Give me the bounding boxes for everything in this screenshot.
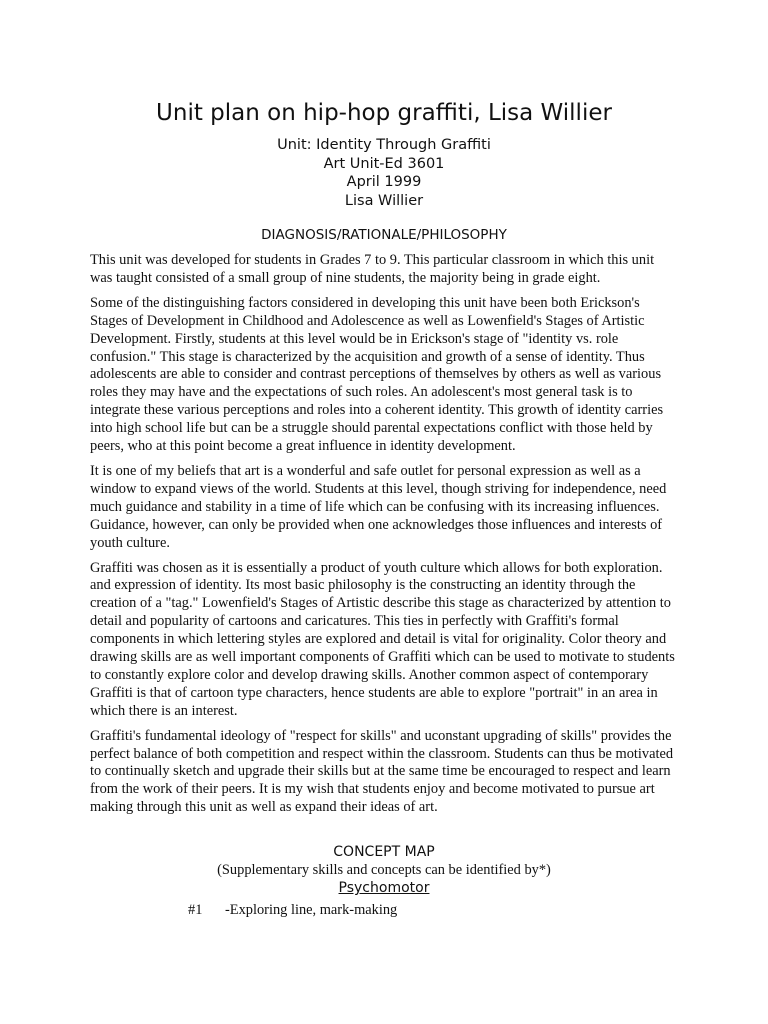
- concept-item-text: -Exploring line, mark-making: [225, 902, 398, 919]
- concept-category-psychomotor: Psychomotor: [338, 880, 430, 897]
- date-line: April 1999: [346, 174, 422, 190]
- unit-line: Unit: Identity Through Graffiti: [277, 137, 491, 153]
- concept-map-subheading: (Supplementary skills and concepts can be identified by*): [217, 862, 551, 879]
- paragraph-4: Graffiti was chosen as it is essentially a product of youth culture which allows for both exploration. and expression of identity. Its most basic philosophy is the constructing an identity through the creation of a "tag." Lowenfield's Stages of Artistic describe this stage as characterized by attention to detail and popularity of cartoons and caricatures. This ties in perfectly with Graffiti's formal components in which lettering styles are explored and detail is vital for originality. Color theory and drawing skills are as well important components of Graffiti which can be used to motivate to students to constantly explore color and develop drawing skills. Another common aspect of contemporary Graffiti is that of cartoon type characters, hence students are able to explore "portrait" in an area in which there is an interest.: [90, 559, 675, 719]
- paragraph-5: Graffiti's fundamental ideology of "respect for skills" and uconstant upgrading of skills" provides the perfect balance of both competition and respect within the classroom. Students can thus be motivated to continually sketch and upgrade their skills but at the same time be encouraged to respect and learn from the work of their peers. It is my wish that students enjoy and become motivated to pursue art making through this unit as well as expand their ideas of art.: [90, 727, 674, 816]
- concept-item-number: #1: [188, 902, 203, 919]
- paragraph-1: This unit was developed for students in Grades 7 to 9. This particular classroom in which this unit was taught consisted of a small group of nine students, the majority being in grade eight.: [90, 252, 655, 286]
- paragraph-3: It is one of my beliefs that art is a wonderful and safe outlet for personal expression as well as a window to expand views of the world. Students at this level, though striving for independence, need much guidance and stability in a time of life which can be confusing with its increasing influences. Guidance, however, can only be provided when one acknowledges those influences and interests of youth culture.: [90, 462, 667, 551]
- concept-item: [90, 901, 678, 919]
- page-title: Unit plan on hip-hop graffiti, Lisa Willier: [156, 100, 612, 126]
- paragraph-2: Some of the distinguishing factors considered in developing this unit have been both Erickson's Stages of Development in Childhood and Adolescence as well as Lowenfield's Stages of Artistic Development. Firstly, students at this level would be in Erickson's stage of "identity vs. role confusion." This stage is characterized by the acquisition and growth of a sense of identity. Thus adolescents are able to consider and contrast perceptions of themselves by others as well as various roles they may have and the expectations of such roles. An adolescent's most general task is to integrate these various perceptions and roles into a coherent identity. This growth of identity carries into high school life but can be a struggle should parental expectations conflict with those held by peers, who at this point become a great influence in identity development.: [90, 294, 664, 455]
- section-heading-concept-map: CONCEPT MAP: [333, 844, 435, 861]
- course-line: Art Unit-Ed 3601: [323, 155, 445, 172]
- author-line: Lisa Willier: [344, 192, 424, 209]
- section-heading-diagnosis: DIAGNOSIS/RATIONALE/PHILOSOPHY: [261, 227, 507, 243]
- document-page: [90, 98, 678, 919]
